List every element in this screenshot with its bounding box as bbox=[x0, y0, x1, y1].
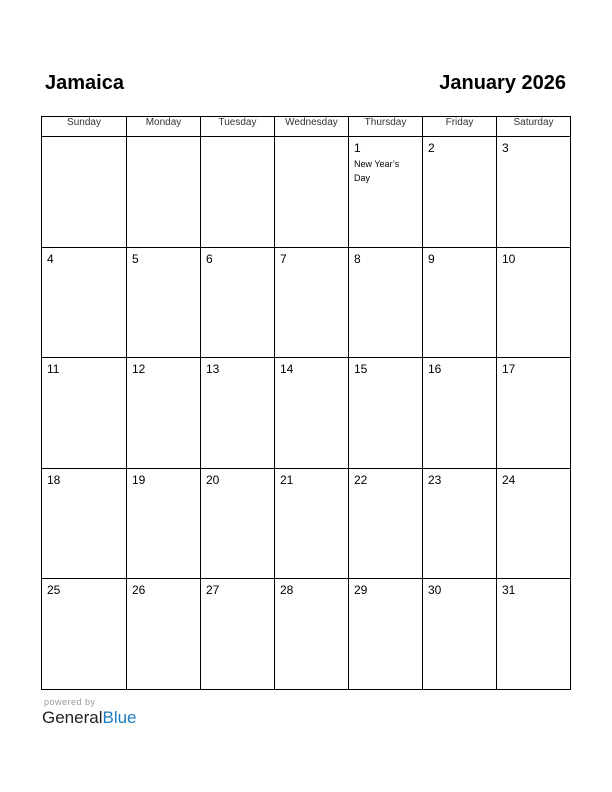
day-number: 17 bbox=[502, 362, 516, 376]
weekday-friday: Friday bbox=[423, 117, 497, 137]
day-cell bbox=[42, 358, 127, 469]
day-cell bbox=[275, 247, 349, 358]
week-row bbox=[42, 358, 571, 469]
day-cell bbox=[497, 358, 571, 469]
day-number: 13 bbox=[206, 362, 220, 376]
calendar-grid bbox=[41, 116, 571, 690]
day-cell bbox=[127, 358, 201, 469]
day-cell bbox=[423, 247, 497, 358]
day-cell bbox=[423, 579, 497, 690]
day-cell bbox=[349, 468, 423, 579]
weekday-wednesday: Wednesday bbox=[275, 117, 349, 137]
day-cell bbox=[275, 579, 349, 690]
day-number: 6 bbox=[206, 251, 213, 266]
day-cell bbox=[349, 137, 423, 248]
country-title: Jamaica bbox=[45, 72, 124, 94]
day-cell bbox=[497, 137, 571, 248]
day-cell bbox=[423, 468, 497, 579]
day-number: 24 bbox=[502, 472, 516, 487]
day-number: 20 bbox=[206, 472, 220, 487]
day-number: 23 bbox=[428, 472, 442, 487]
day-number: 5 bbox=[132, 251, 139, 266]
logo-general: General bbox=[42, 708, 103, 727]
day-cell bbox=[42, 468, 127, 579]
day-cell bbox=[423, 137, 497, 248]
day-cell bbox=[349, 247, 423, 358]
day-number: 19 bbox=[132, 472, 146, 487]
holiday-label: New Year’s Day bbox=[354, 159, 400, 183]
day-cell bbox=[201, 358, 275, 469]
generalblue-logo bbox=[42, 708, 137, 728]
day-number: 31 bbox=[502, 583, 516, 597]
day-cell bbox=[201, 247, 275, 358]
day-number: 16 bbox=[428, 362, 442, 376]
day-cell bbox=[127, 247, 201, 358]
logo-blue: Blue bbox=[102, 708, 137, 727]
weekday-thursday: Thursday bbox=[349, 117, 423, 137]
day-number: 11 bbox=[47, 362, 60, 376]
day-number: 22 bbox=[354, 472, 368, 487]
day-number: 12 bbox=[132, 362, 146, 376]
week-row bbox=[42, 579, 571, 690]
weekday-tuesday: Tuesday bbox=[201, 117, 275, 137]
day-number: 4 bbox=[47, 251, 54, 266]
day-cell bbox=[497, 468, 571, 579]
week-row bbox=[42, 468, 571, 579]
day-cell bbox=[275, 137, 349, 248]
day-cell bbox=[349, 579, 423, 690]
day-cell bbox=[497, 579, 571, 690]
day-cell bbox=[201, 468, 275, 579]
month-title: January 2026 bbox=[439, 72, 566, 94]
day-number: 28 bbox=[280, 583, 294, 597]
weekday-monday: Monday bbox=[127, 117, 201, 137]
day-number: 9 bbox=[428, 251, 435, 266]
day-cell bbox=[349, 358, 423, 469]
day-number: 15 bbox=[354, 362, 368, 376]
day-number: 3 bbox=[502, 141, 509, 155]
day-cell bbox=[423, 358, 497, 469]
day-number: 2 bbox=[428, 141, 435, 155]
day-cell bbox=[42, 137, 127, 248]
day-cell bbox=[497, 247, 571, 358]
day-cell bbox=[127, 468, 201, 579]
weekday-header-row bbox=[42, 117, 571, 137]
week-row bbox=[42, 247, 571, 358]
day-cell bbox=[201, 137, 275, 248]
weekday-sunday: Sunday bbox=[42, 117, 127, 137]
day-number: 21 bbox=[280, 472, 294, 487]
day-number: 25 bbox=[47, 583, 61, 597]
day-cell bbox=[275, 358, 349, 469]
day-number: 18 bbox=[47, 472, 61, 487]
day-number: 8 bbox=[354, 251, 361, 266]
day-number: 1 bbox=[354, 141, 361, 155]
day-cell bbox=[127, 579, 201, 690]
day-number: 14 bbox=[280, 362, 294, 376]
day-number: 10 bbox=[502, 251, 516, 266]
powered-by-text: powered by bbox=[44, 697, 96, 707]
day-number: 30 bbox=[428, 583, 442, 597]
day-number: 7 bbox=[280, 251, 287, 266]
day-cell bbox=[42, 247, 127, 358]
day-cell bbox=[201, 579, 275, 690]
week-row bbox=[42, 137, 571, 248]
weekday-saturday: Saturday bbox=[497, 117, 571, 137]
day-number: 29 bbox=[354, 583, 368, 597]
day-cell bbox=[275, 468, 349, 579]
day-cell bbox=[42, 579, 127, 690]
day-cell bbox=[127, 137, 201, 248]
day-number: 27 bbox=[206, 583, 220, 597]
day-number: 26 bbox=[132, 583, 146, 597]
